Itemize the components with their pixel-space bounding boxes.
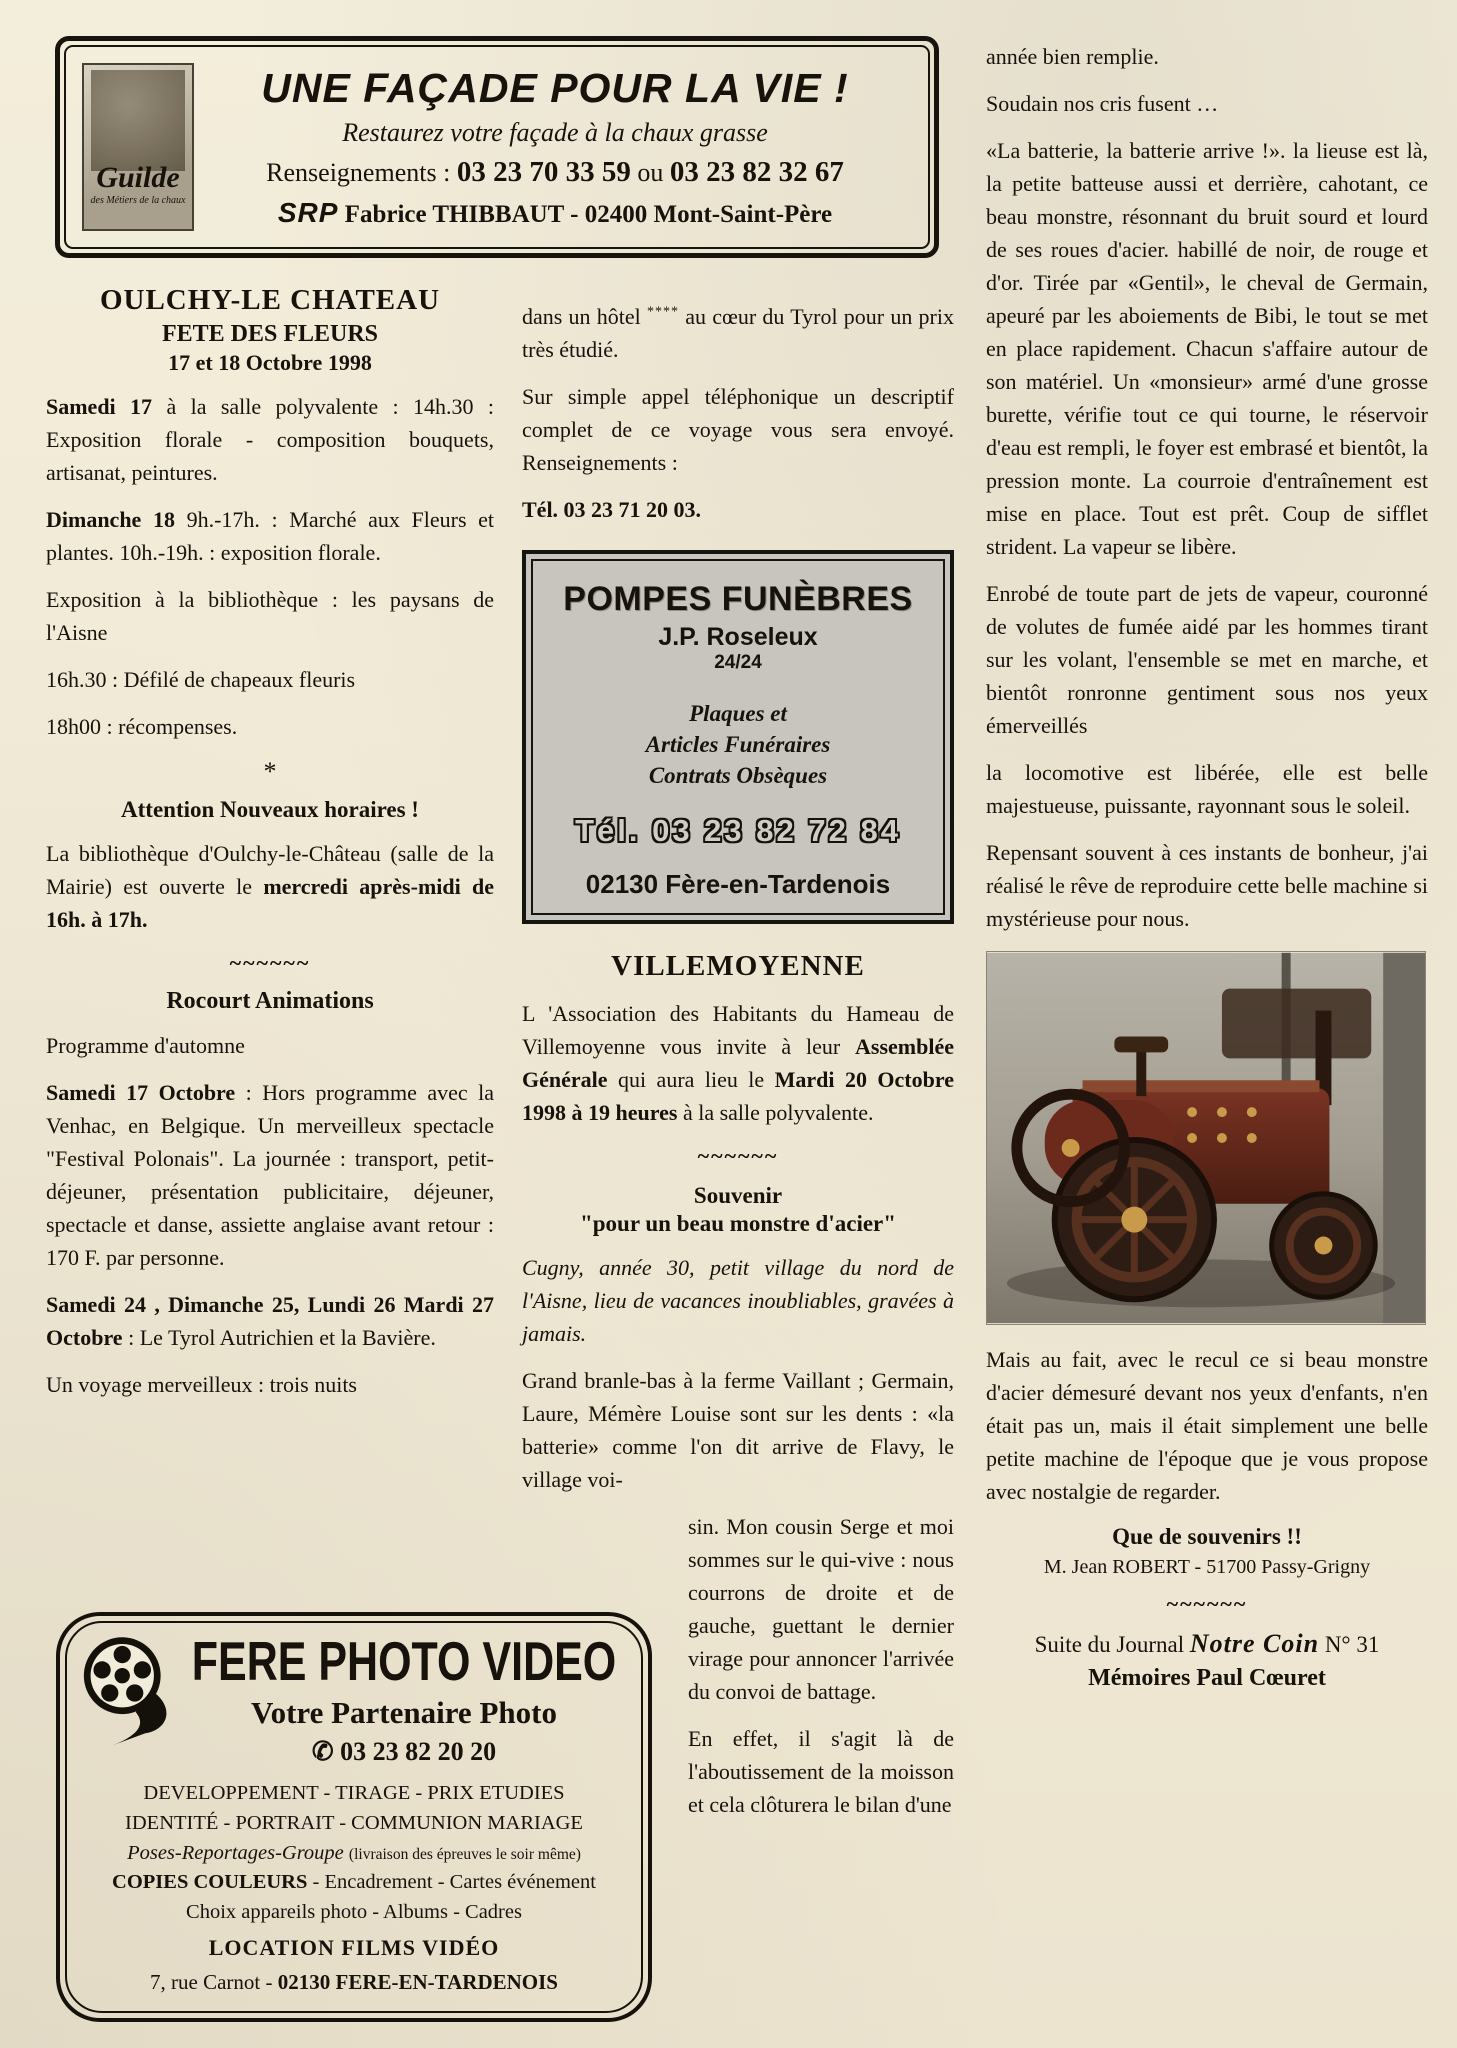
film-reel-icon: [80, 1632, 176, 1757]
souvenir-subheading: "pour un beau monstre d'acier": [579, 1211, 897, 1237]
paragraph-cugny-intro: Cugny, année 30, petit village du nord de l'Aisne, lieu de vacances inoubliables, gravées à jamais.: [522, 1255, 954, 1347]
pompes-ad-name: J.P. Roseleux: [658, 623, 818, 651]
footer-text: Suite du Journal: [1034, 1632, 1190, 1657]
paragraph-villemoyenne: [522, 997, 954, 1129]
paragraph-programme: Programme d'automne: [46, 1033, 245, 1058]
fere-ad-subtitle: Votre Partenaire Photo: [251, 1695, 557, 1731]
paragraph-voyage: Un voyage merveilleux : trois nuits: [46, 1372, 357, 1397]
footer-number: N° 31: [1319, 1632, 1380, 1657]
srp-logo: SRP: [277, 197, 339, 228]
phone-icon: ✆: [311, 1737, 334, 1767]
left-column: [46, 282, 494, 1415]
fere-ad-title: FERE PHOTO VIDEO: [191, 1631, 617, 1693]
phone-number: 03 23 82 20 20: [333, 1737, 497, 1767]
middle-column: [522, 286, 954, 1835]
paragraph-text: à la salle polyvalente.: [677, 1100, 874, 1126]
paragraph-notice: [46, 837, 494, 936]
steam-engine-photo-art: [987, 952, 1425, 1324]
facade-ad-inner: [60, 41, 934, 253]
fere-ad-inner: [60, 1616, 648, 2018]
pompes-ad-city: 02130 Fère-en-Tardenois: [585, 869, 891, 900]
paragraph-story-narrow-1: sin. Mon cousin Serge et moi sommes sur le qui-vive : nous courrons de droite et de gauche, guettant le dernier virage pour annoncer l'arrivée du convoi de battage.: [688, 1514, 954, 1705]
date-lead: Samedi 17: [46, 394, 153, 419]
tilde-separator: ~~~~~~: [1166, 1591, 1248, 1616]
srp-address-text: Fabrice THIBBAUT - 02400 Mont-Saint-Père: [338, 201, 833, 228]
journal-logo: Notre Coin: [1189, 1629, 1320, 1658]
facade-ad-contact: [194, 156, 916, 189]
paragraph-hotel: [522, 300, 954, 366]
paragraph-defile: 16h.30 : Défilé de chapeaux fleuris: [46, 667, 356, 692]
fere-ad-phone: [180, 1737, 628, 1767]
facade-ad-text: [194, 65, 916, 229]
paragraph-vapeur: Enrobé de toute part de jets de vapeur, couronné de volutes de fumée aidé par les hommes tirant sur les volant, l'ensemble se met en marche, et bientôt ronronne gentiment sous nos yeux émerveillés: [986, 581, 1428, 738]
paragraph-text: L 'Association des Habitants du Hameau de Villemoyenne vous invite à leur: [522, 1001, 954, 1060]
paragraph-repensant: Repensant souvent à ces instants de bonheur, j'ai réalisé le rêve de reproduire cette belle machine si mystérieuse pour nous.: [986, 840, 1428, 931]
service-line: [80, 1839, 628, 1869]
service-line: Choix appareils photo - Albums - Cadres: [186, 1901, 522, 1924]
fere-ad-services: [80, 1779, 628, 1997]
paragraph-sunday: [46, 503, 494, 569]
pompes-ad-title: POMPES FUNÈBRES: [563, 580, 913, 618]
fere-ad-header: [180, 1631, 628, 1767]
guilde-logo-subtext: des Métiers de la chaux: [90, 195, 186, 206]
guilde-logo-text: Guilde: [96, 161, 180, 194]
souvenirs-line: Que de souvenirs !!: [1112, 1524, 1302, 1549]
or-text: ou: [630, 158, 670, 187]
paragraph-tyrol: [46, 1288, 494, 1354]
asterisk-separator: *: [263, 757, 277, 786]
fere-photo-video-ad: [56, 1612, 652, 2022]
right-column: [986, 26, 1428, 1692]
pompes-ad-phone: Tél. 03 23 82 72 84: [575, 813, 901, 849]
paragraph-text: : Le Tyrol Autrichien et la Bavière.: [122, 1325, 436, 1350]
service-line-small: (livraison des épreuves le soir même): [348, 1845, 581, 1863]
service-line: IDENTITÉ - PORTRAIT - COMMUNION MARIAGE: [125, 1811, 583, 1834]
fere-ad-address: [80, 1967, 628, 1997]
pompes-ad-hours: 24/24: [714, 652, 762, 673]
date-lead: Dimanche 18: [46, 507, 175, 532]
paragraph-batterie: «La batterie, la batterie arrive !». la lieuse est là, la petite batteuse aussi et derrière, cahotant, ce beau monstre, résonnant du bruit sourd et lourd de ses roues d'acier. habillé de noir, de rouge et d'or. Tirée par «Gentil», le cheval de Germain, apeuré par les aboiements de Bibi, le tout se met en place rapidement. Chacun s'affaire autour de son matériel. Un «monsieur» armé d'une grosse burette, vérifie tout ce qui tourne, le réservoir d'eau est rempli, le foyer est embrasé et bientôt, la pression monte. La courroie d'entraînement est mise en place. Tout est prêt. Coup de sifflet strident. La vapeur se libère.: [986, 138, 1428, 559]
journal-footer: [986, 1629, 1428, 1659]
guilde-logo: [82, 63, 194, 231]
service-line: Contrats Obsèques: [648, 763, 828, 789]
paragraph-appel: Sur simple appel téléphonique un descriptif complet de ce voyage vous sera envoyé. Renseignements :: [522, 384, 954, 475]
paragraph-expo: Exposition à la bibliothèque : les paysans de l'Aisne: [46, 587, 494, 645]
paragraph-text: 9h.-17h. : Marché aux Fleurs et plantes. 10h.-19h. : exposition florale.: [46, 507, 495, 565]
paragraph-text: qui aura lieu le: [607, 1067, 775, 1093]
hotel-stars: ****: [646, 304, 679, 320]
facade-ad-address: [194, 197, 916, 229]
address-street: 7, rue Carnot -: [150, 1969, 278, 1994]
date-bold: Mardi 20 Octobre 1998 à 19 heures: [522, 1067, 954, 1126]
rocourt-heading: Rocourt Animations: [166, 988, 374, 1014]
phone-line: Tél. 03 23 71 20 03.: [522, 497, 702, 522]
steam-engine-photo: [986, 951, 1426, 1325]
date-lead: Samedi 17 Octobre: [46, 1080, 236, 1105]
service-line: [80, 1868, 628, 1898]
paragraph-recompenses: 18h00 : récompenses.: [46, 714, 238, 739]
paragraph-story-narrow-2: En effet, il s'agit là de l'aboutissement de la moisson et cela clôturera le bilan d'une: [688, 1726, 954, 1818]
pompes-ad-services: [538, 698, 938, 791]
tilde-separator: ~~~~~~: [697, 1143, 779, 1169]
service-line: DEVELOPPEMENT - TIRAGE - PRIX ETUDIES: [143, 1782, 565, 1805]
service-line-italic: Poses-Reportages-Groupe: [127, 1841, 349, 1864]
paragraph-festival: [46, 1076, 494, 1274]
facade-ad-title: UNE FAÇADE POUR LA VIE !: [261, 65, 849, 111]
date-lead: Samedi 24 , Dimanche 25, Lundi 26 Mardi 27 Octobre: [46, 1292, 494, 1350]
souvenir-heading: Souvenir: [693, 1183, 783, 1209]
service-line-bold: COPIES COULEURS: [112, 1871, 308, 1894]
location-films-line: LOCATION FILMS VIDÉO: [208, 1934, 500, 1960]
story-narrow-block: [688, 1510, 954, 1821]
guilde-logo-art: [91, 70, 185, 171]
notice-hours: mercredi après-midi de 16h. à 17h.: [46, 874, 494, 932]
tilde-separator: ~~~~~~: [229, 950, 311, 975]
author-line: M. Jean ROBERT - 51700 Passy-Grigny: [1043, 1556, 1371, 1578]
contact-label: Renseignements :: [266, 158, 457, 187]
event-dates: 17 et 18 Octobre 1998: [168, 350, 372, 375]
event-heading: FETE DES FLEURS: [161, 321, 379, 347]
service-line: Plaques et: [689, 701, 787, 726]
assemblee-bold: Assemblée Générale: [522, 1034, 954, 1093]
phone-number-1: 03 23 70 33 59: [456, 156, 631, 188]
phone-number-2: 03 23 82 32 67: [669, 156, 844, 188]
service-line: Articles Funéraires: [645, 732, 831, 758]
paragraph-text: : Hors programme avec la Venhac, en Belgique. Un merveilleux spectacle "Festival Polonais". La journée : transport, petit-déjeuner, présentation publicitaire, déjeuner, spectacle et danse, assiette anglaise avant retour : 170 F. par personne.: [46, 1080, 494, 1270]
notice-heading: Attention Nouveaux horaires !: [121, 797, 419, 822]
paragraph-story-wide: Grand branle-bas à la ferme Vaillant ; Germain, Laure, Mémère Louise sont sur les dents : «la batterie» comme l'on dit arrive de Flavy, le village voi-: [522, 1368, 954, 1493]
pompes-funebres-ad: [522, 550, 954, 924]
notice-text: La bibliothèque d'Oulchy-le-Château (salle de la Mairie) est ouverte le: [46, 841, 494, 899]
paragraph-annee: année bien remplie.: [986, 44, 1159, 69]
service-line-rest: - Encadrement - Cartes événement: [307, 1871, 596, 1894]
paragraph-locomotive: la locomotive est libérée, elle est belle majestueuse, puissante, rayonnant sous le soleil.: [986, 760, 1428, 818]
paragraph-saturday: [46, 390, 494, 489]
facade-ad: [55, 36, 939, 258]
facade-ad-subtitle: Restaurez votre façade à la chaux grasse: [342, 118, 768, 147]
villemoyenne-heading: VILLEMOYENNE: [611, 950, 865, 983]
paragraph-mais-au-fait: Mais au fait, avec le recul ce si beau monstre d'acier démesuré devant nos yeux d'enfants, n'en était pas un, mais il était simplement une belle petite machine de l'époque que je vous propose avec nostalgie de regarder.: [986, 1347, 1428, 1504]
memoires-footer: Mémoires Paul Cœuret: [1088, 1665, 1326, 1691]
address-city: 02130 FERE-EN-TARDENOIS: [277, 1969, 558, 1994]
paragraph-text: au cœur du Tyrol pour un prix très étudié.: [522, 304, 954, 362]
town-heading: OULCHY-LE CHATEAU: [99, 284, 441, 316]
paragraph-text: à la salle polyvalente : 14h.30 : Exposition florale - composition bouquets, artisanat, peintures.: [46, 394, 494, 485]
paragraph-text: dans un hôtel: [522, 304, 647, 329]
paragraph-cris: Soudain nos cris fusent …: [986, 91, 1219, 116]
